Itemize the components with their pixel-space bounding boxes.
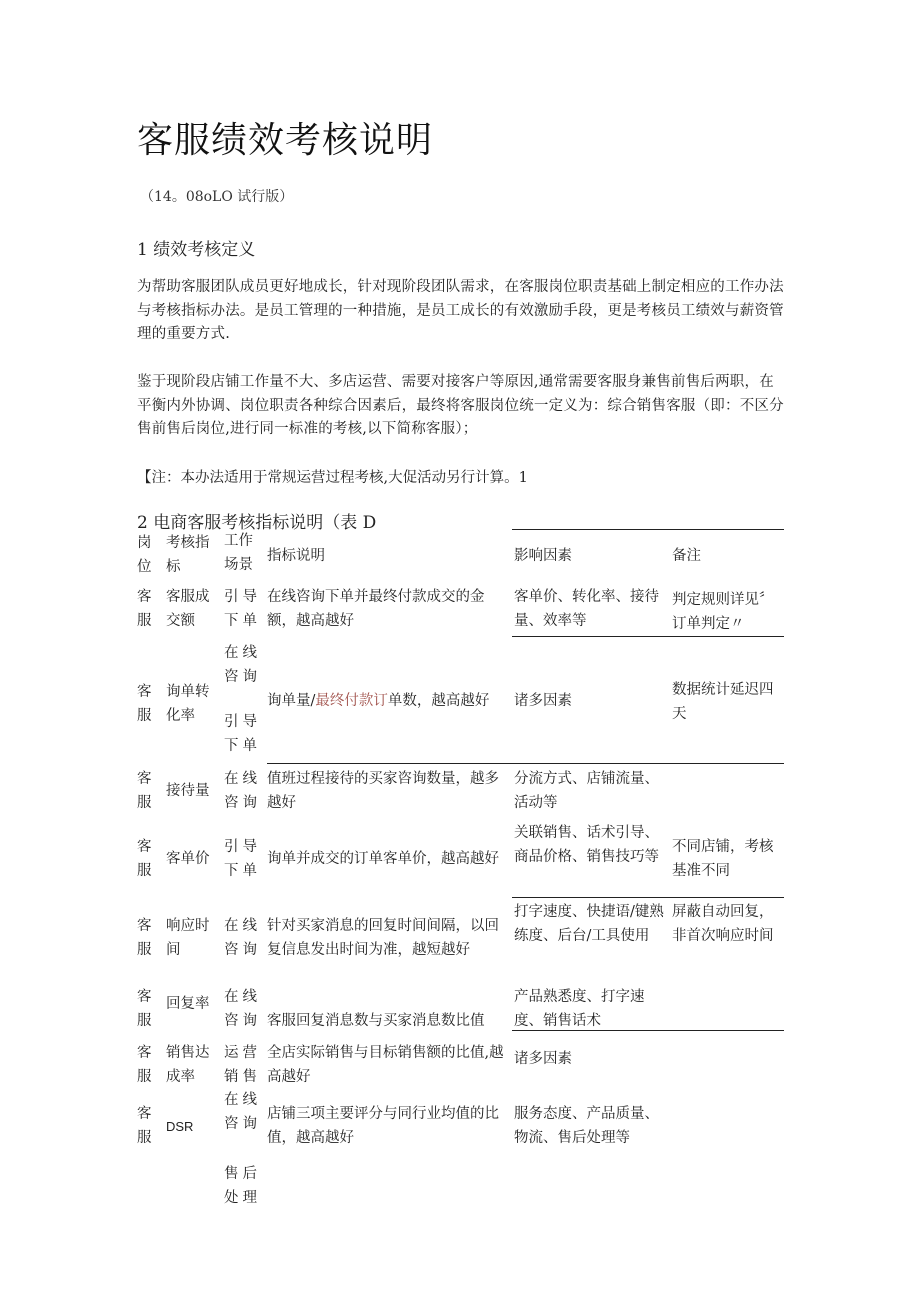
cell-post: 客服 — [137, 1106, 152, 1146]
cell-factors: 诸多因素 — [514, 693, 572, 709]
cell-metric: 接待量 — [166, 783, 210, 799]
section-1-heading: 1 绩效考核定义 — [137, 240, 256, 260]
cell-desc: 针对买家消息的回复时间间隔，以回复信息发出时间为准，越短越好 — [267, 918, 499, 958]
cell-desc-part: 询单量/ — [267, 693, 316, 709]
note-text: 【注：本办法适用于常规运营过程考核,大促活动另行计算。1 — [137, 470, 528, 486]
cell-post: 客服 — [137, 771, 152, 811]
cell-desc-part: 单数，越高越好 — [387, 693, 490, 709]
cell-post: 客服 — [137, 1045, 152, 1085]
cell-metric: 回复率 — [166, 996, 210, 1012]
cell-factors: 分流方式、店铺流量、活动等 — [514, 771, 659, 811]
cell-scene: 在线咨询 — [224, 1092, 261, 1132]
table-rule — [512, 636, 784, 637]
cell-desc: 询单并成交的订单客单价，越高越好 — [267, 851, 499, 867]
cell-scene: 在线咨询 — [224, 771, 261, 811]
cell-factors: 诸多因素 — [514, 1051, 572, 1067]
header-remark: 备注 — [672, 548, 701, 564]
header-post: 岗位 — [137, 535, 152, 575]
cell-post: 客服 — [137, 839, 152, 879]
cell-scene: 在线咨询 — [224, 918, 261, 958]
cell-desc: 客服回复消息数与买家消息数比值 — [267, 1013, 485, 1029]
cell-metric: 销售达成率 — [166, 1045, 210, 1085]
cell-desc: 值班过程接待的买家咨询数量，越多越好 — [267, 771, 499, 811]
table-rule — [267, 763, 784, 764]
cell-remark: 判定规则详见〞订单判定〃 — [672, 592, 767, 632]
cell-metric: DSR — [166, 1119, 194, 1134]
cell-post: 客服 — [137, 989, 152, 1029]
header-scene: 工作场景 — [224, 533, 253, 573]
cell-scene: 售后处理 — [224, 1166, 261, 1206]
cell-factors: 产品熟悉度、打字速度、销售话术 — [514, 989, 645, 1029]
cell-factors: 打字速度、快捷语/键熟练度、后台/工具使用 — [514, 904, 664, 944]
paragraph-role: 鉴于现阶段店铺工作量不大、多店运营、需要对接客户等原因,通常需要客服身兼售前售后两职，在平衡内外协调、岗位职责各种综合因素后，最终将客服岗位统一定义为：综合销售客服（即：不区分售前售后岗位,进行同一标准的考核,以下简称客服）； — [137, 374, 784, 437]
cell-factors: 关联销售、话术引导、商品价格、销售技巧等 — [514, 825, 659, 865]
cell-metric: 响应时间 — [166, 918, 210, 958]
header-factors: 影响因素 — [514, 548, 572, 564]
cell-scene: 引导下单 — [224, 714, 261, 754]
cell-scene: 在线咨询 — [224, 645, 261, 685]
cell-metric: 客服成交额 — [166, 589, 210, 629]
header-desc: 指标说明 — [267, 548, 325, 564]
section-2-heading: 2 电商客服考核指标说明（表 D — [137, 513, 377, 533]
table-rule — [512, 529, 784, 530]
cell-scene: 引导下单 — [224, 839, 261, 879]
cell-desc: 店铺三项主要评分与同行业均值的比值，越高越好 — [267, 1106, 499, 1146]
version-label: （14。08oLO 试行版） — [140, 189, 294, 205]
cell-desc: 在线咨询下单并最终付款成交的金额，越高越好 — [267, 589, 485, 629]
paragraph-definition: 为帮助客服团队成员更好地成长，针对现阶段团队需求，在客服岗位职责基础上制定相应的工作办法与考核指标办法。是员工管理的一种措施，是员工成长的有效激励手段，更是考核员工绩效与薪资管理的重要方式. — [137, 279, 784, 342]
cell-scene: 运营销售 — [224, 1045, 261, 1085]
cell-metric: 客单价 — [166, 851, 210, 867]
cell-factors: 服务态度、产品质量、物流、售后处理等 — [514, 1106, 659, 1146]
cell-factors: 客单价、转化率、接待量、效率等 — [514, 589, 659, 629]
cell-remark: 不同店铺，考核基准不同 — [672, 839, 774, 879]
cell-scene: 在线咨询 — [224, 989, 261, 1029]
table-rule — [512, 897, 784, 898]
cell-metric: 询单转化率 — [166, 684, 210, 724]
cell-remark: 屏蔽自动回复，非首次响应时间 — [672, 904, 774, 944]
header-metric: 考核指标 — [166, 535, 210, 575]
cell-desc — [267, 690, 512, 714]
cell-desc-highlight: 最终付款订 — [315, 693, 388, 709]
document-title: 客服绩效考核说明 — [137, 120, 434, 161]
cell-post: 客服 — [137, 589, 152, 629]
cell-post: 客服 — [137, 684, 152, 724]
cell-remark: 数据统计延迟四天 — [672, 682, 774, 722]
cell-scene: 引导下单 — [224, 589, 261, 629]
cell-post: 客服 — [137, 918, 152, 958]
cell-desc: 全店实际销售与目标销售额的比值,越高越好 — [267, 1045, 504, 1085]
